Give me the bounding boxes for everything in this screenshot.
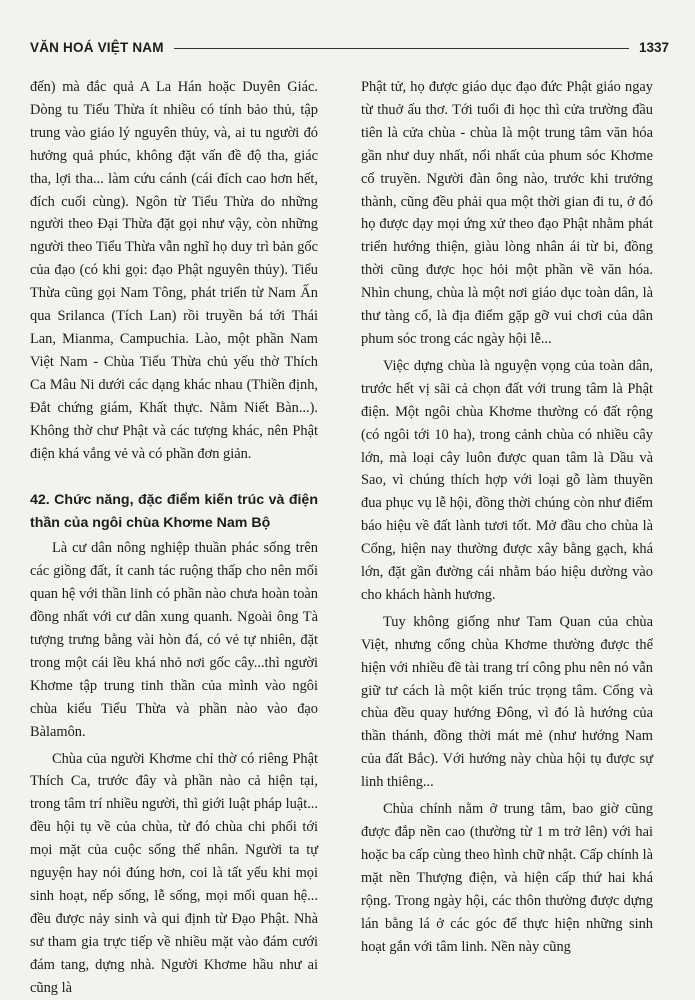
paragraph: Chùa chính nằm ở trung tâm, bao giờ cũng được đắp nền cao (thường từ 1 m trở lên) với hai hoặc ba cấp cùng theo hình chữ nhật. Cấp chính là mặt nền Thượng điện, và hiện cấp thứ hai khá rộng. Trong ngày hội, các thôn thường được dựng lán bằng lá ở các góc để thực hiện những sinh hoạt gắn với tâm linh. Nền này cũng bbox=[361, 801, 653, 955]
header-rule bbox=[174, 48, 629, 49]
page-number: 1337 bbox=[638, 39, 669, 55]
running-title: VĂN HOÁ VIỆT NAM bbox=[30, 39, 164, 55]
paragraph: Việc dựng chùa là nguyện vọng của toàn dân, trước hết vị sãi cả chọn đất với trung tâm là Phật điện. Một ngôi chùa Khơme thường có đất rộng (có ngôi tới 10 ha), trong cảnh chùa có nhiều cây lớn, mà loại cây luôn được quan tâm là Dầu và Sao, vì chúng thích hợp với loại gỗ làm thuyền đua phục vụ lễ hội, đồng thời chúng còn như điểm báo hiệu về đất lành tươi tốt. Mở đầu cho chùa là Cổng, hiện nay thường được xây bằng gạch, khá lớn, đặt gần đường cái nhằm báo hiệu dường vào cho khách hành hương. bbox=[361, 357, 653, 603]
section-heading: 42. Chức năng, đặc điểm kiến trúc và điện thần của ngôi chùa Khơme Nam Bộ bbox=[30, 492, 318, 531]
paragraph: Chùa của người Khơme chỉ thờ có riêng Phật Thích Ca, trước đây và phần nào cả hiện tại, trong tâm trí nhiều người, thì giới luật pháp luật... đều hội tụ về của chùa, từ đó chùa chi phối tới mọi mặt của cuộc sống thế nhân. Người ta tự nguyện hay nói đúng hơn, coi là tất yếu khi mọi sinh hoạt, nếp sống, lễ sống, mọi mối quan hệ... đều được nảy sinh và qui định từ Đạo Phật. Nhà sư tham gia trực tiếp về nhiều mặt vào đám cưới đám tang, dựng nhà. Người Khơme hầu như ai cũng là bbox=[30, 750, 318, 996]
left-column bbox=[30, 76, 318, 1000]
right-column bbox=[361, 76, 653, 958]
paragraph: Là cư dân nông nghiệp thuần phác sống trên các giồng đất, ít canh tác ruộng thấp cho nên mối quan hệ với thần linh có phần nào chưa hoàn toàn đồng nhất với cư dân xung quanh. Ngoài ông Tà tượng trưng bằng vài hòn đá, có vẻ tự nhiên, đặt trong một cái lều khá nhỏ nơi gốc cây...thì người Khơme tập trung tinh thần của mình vào ngôi chùa kiểu Tiểu Thừa và phần nào vào đạo Bàlamôn. bbox=[30, 540, 318, 740]
paragraph: Phật tử, họ được giáo dục đạo đức Phật giáo ngay từ thuở ấu thơ. Tới tuổi đi học thì cửa trường đầu tiên là cửa chùa - chùa là một trung tâm văn hóa gần như duy nhất, nổi nhất của phum sóc Khơme cổ truyền. Người đàn ông nào, trước khi trưởng thành, cũng đều phải qua một thời gian đi tu, ở đó họ được dạy mọi ứng xử theo đạo Phật nhằm phát triển hướng thiện, giàu lòng nhân ái từ bi, đồng thời cũng được học hỏi một phần về văn hóa. Nhìn chung, chùa là một nơi giáo dục toàn dân, là thư tàng cổ, là địa điểm gặp gỡ vui chơi của dân phum sóc trong các ngày hội lễ... bbox=[361, 79, 653, 347]
page-header bbox=[30, 36, 669, 58]
paragraph: Tuy không giống như Tam Quan của chùa Việt, nhưng cổng chùa Khơme thường được thể hiện với nhiều đề tài trang trí công phu nên nó vẫn giữ tư cách là một kiến trúc trọng tâm. Cổng và chùa đều quay hướng Đông, vì đó là hướng của thần thánh, đồng thời mát mẻ (như hướng Nam của đất Bắc). Với hướng này chùa hội tụ được sự linh thiêng... bbox=[361, 613, 653, 791]
paragraph: đến) mà đắc quả A La Hán hoặc Duyên Giác. Dòng tu Tiểu Thừa ít nhiều có tính bảo thủ, tập trung vào giáo lý nguyên thủy, và, ai tu người đó hưởng quả phúc, không đặt vấn đề độ tha, giác tha, lợi tha... làm cứu cánh (cái đích cao hơn hết, đích cuối cùng). Ngôn từ Tiểu Thừa do những người theo Đại Thừa đặt gọi như vậy, còn những người theo Tiểu Thừa vẫn nghĩ họ duy trì bản gốc của đạo (có khi gọi: đạo Phật nguyên thủy). Tiểu Thừa cũng gọi Nam Tông, phát triển từ Nam Ấn qua Srilanca (Tích Lan) rồi truyền bá tới Thái Lan, Mianma, Campuchia. Lào, một phần Nam Việt Nam - Chùa Tiểu Thừa chủ yếu thờ Thích Ca Mâu Ni dưới các dạng khác nhau (Thiền định, Đắt chứng giám, Khất thực. Nằm Niết Bàn...). Không thờ chư Phật và các tượng khác, nên Phật điện khá vắng vẻ và có phần đơn giản. bbox=[30, 79, 318, 462]
